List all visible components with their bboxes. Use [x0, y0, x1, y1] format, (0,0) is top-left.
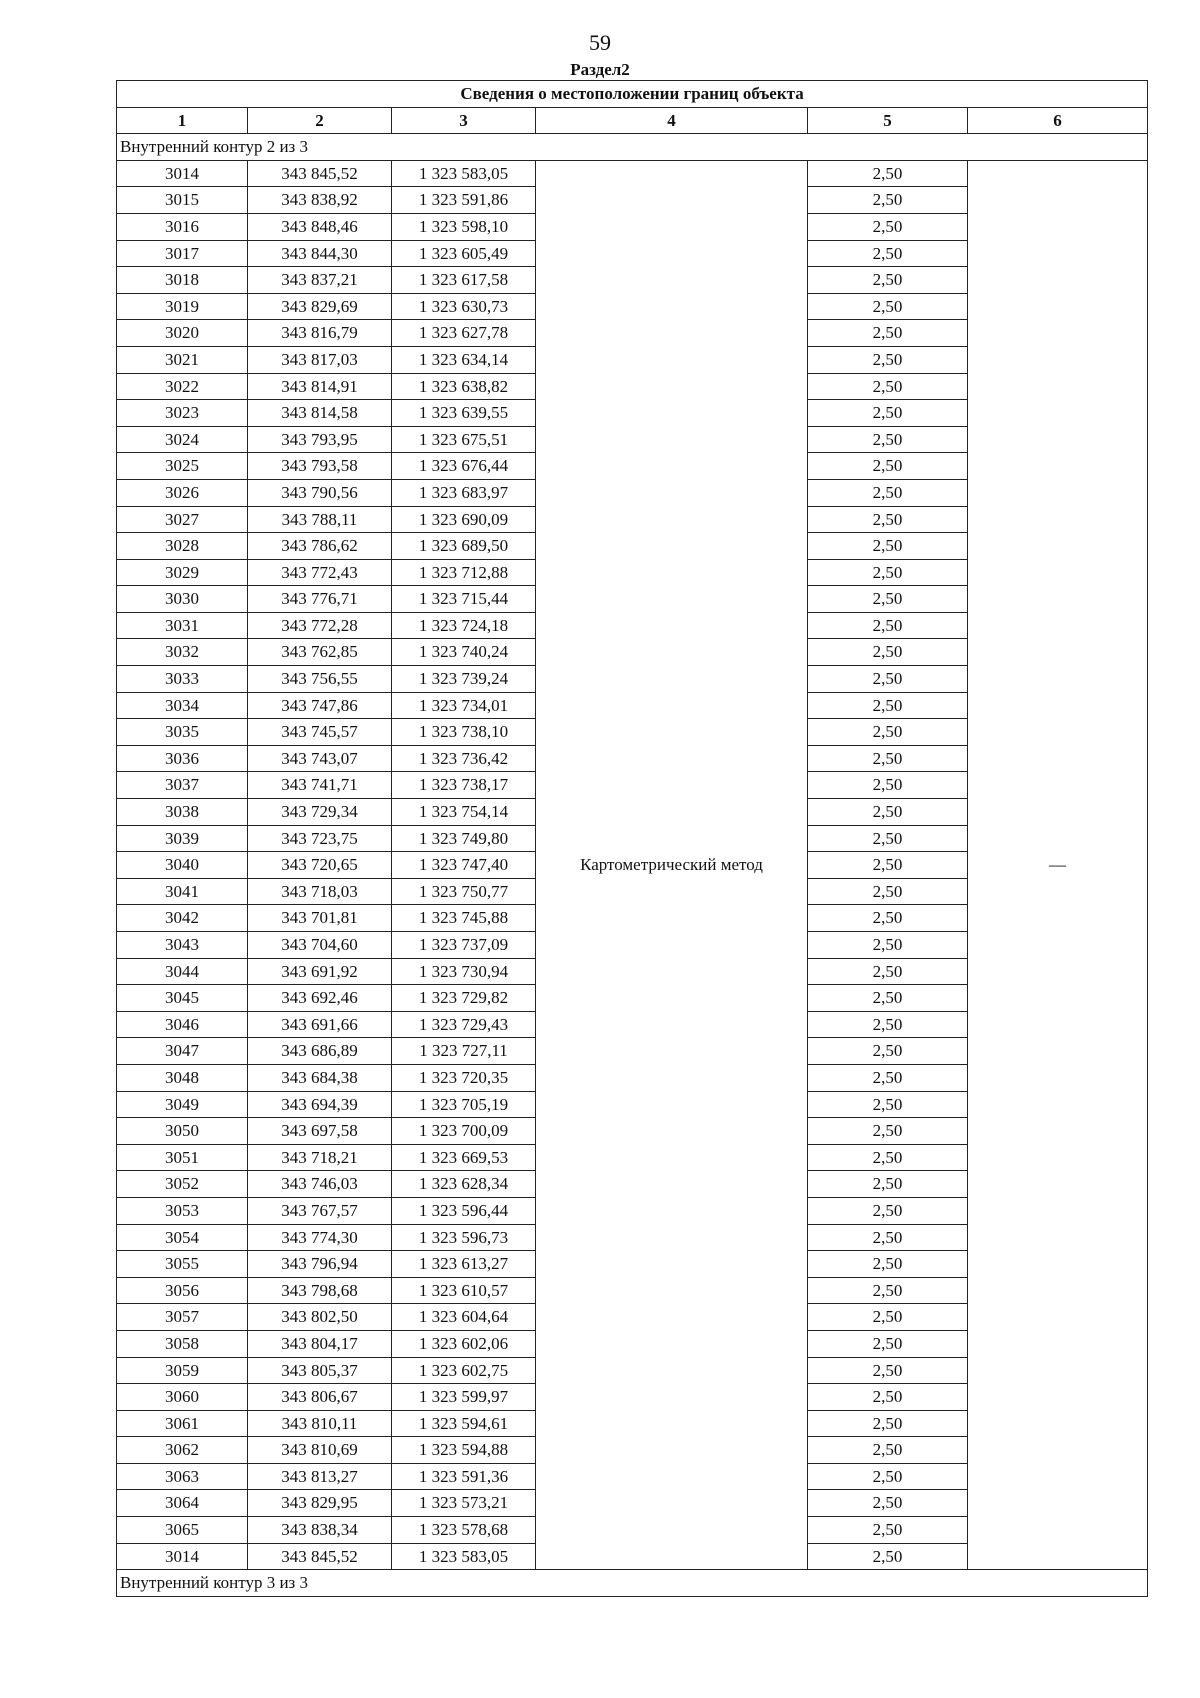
column-header: 3	[392, 107, 536, 134]
point-number-cell: 3046	[117, 1011, 248, 1038]
y-coordinate-cell: 1 323 591,36	[392, 1463, 536, 1490]
y-coordinate-cell: 1 323 602,75	[392, 1357, 536, 1384]
x-coordinate-cell: 343 805,37	[248, 1357, 392, 1384]
x-coordinate-cell: 343 718,03	[248, 878, 392, 905]
y-coordinate-cell: 1 323 578,68	[392, 1517, 536, 1544]
x-coordinate-cell: 343 793,95	[248, 426, 392, 453]
y-coordinate-cell: 1 323 740,24	[392, 639, 536, 666]
column-header: 1	[117, 107, 248, 134]
y-coordinate-cell: 1 323 724,18	[392, 612, 536, 639]
y-coordinate-cell: 1 323 750,77	[392, 878, 536, 905]
point-number-cell: 3045	[117, 985, 248, 1012]
x-coordinate-cell: 343 729,34	[248, 799, 392, 826]
y-coordinate-cell: 1 323 730,94	[392, 958, 536, 985]
x-coordinate-cell: 343 743,07	[248, 745, 392, 772]
x-coordinate-cell: 343 844,30	[248, 240, 392, 267]
point-number-cell: 3058	[117, 1330, 248, 1357]
accuracy-cell: 2,50	[808, 1197, 968, 1224]
accuracy-cell: 2,50	[808, 506, 968, 533]
point-number-cell: 3042	[117, 905, 248, 932]
point-number-cell: 3050	[117, 1118, 248, 1145]
x-coordinate-cell: 343 691,66	[248, 1011, 392, 1038]
y-coordinate-cell: 1 323 599,97	[392, 1384, 536, 1411]
point-number-cell: 3022	[117, 373, 248, 400]
x-coordinate-cell: 343 772,28	[248, 612, 392, 639]
x-coordinate-cell: 343 694,39	[248, 1091, 392, 1118]
y-coordinate-cell: 1 323 749,80	[392, 825, 536, 852]
x-coordinate-cell: 343 747,86	[248, 692, 392, 719]
y-coordinate-cell: 1 323 720,35	[392, 1064, 536, 1091]
x-coordinate-cell: 343 798,68	[248, 1277, 392, 1304]
x-coordinate-cell: 343 692,46	[248, 985, 392, 1012]
y-coordinate-cell: 1 323 598,10	[392, 213, 536, 240]
x-coordinate-cell: 343 762,85	[248, 639, 392, 666]
x-coordinate-cell: 343 746,03	[248, 1171, 392, 1198]
x-coordinate-cell: 343 691,92	[248, 958, 392, 985]
point-number-cell: 3017	[117, 240, 248, 267]
x-coordinate-cell: 343 704,60	[248, 932, 392, 959]
note-cell: —	[968, 160, 1148, 1569]
accuracy-cell: 2,50	[808, 1251, 968, 1278]
point-number-cell: 3014	[117, 160, 248, 187]
accuracy-cell: 2,50	[808, 932, 968, 959]
point-number-cell: 3059	[117, 1357, 248, 1384]
y-coordinate-cell: 1 323 729,43	[392, 1011, 536, 1038]
accuracy-cell: 2,50	[808, 666, 968, 693]
point-number-cell: 3023	[117, 400, 248, 427]
y-coordinate-cell: 1 323 605,49	[392, 240, 536, 267]
accuracy-cell: 2,50	[808, 1011, 968, 1038]
x-coordinate-cell: 343 829,95	[248, 1490, 392, 1517]
table-caption-row	[117, 81, 1148, 108]
x-coordinate-cell: 343 814,91	[248, 373, 392, 400]
x-coordinate-cell: 343 817,03	[248, 346, 392, 373]
x-coordinate-cell: 343 767,57	[248, 1197, 392, 1224]
accuracy-cell: 2,50	[808, 692, 968, 719]
y-coordinate-cell: 1 323 675,51	[392, 426, 536, 453]
accuracy-cell: 2,50	[808, 1038, 968, 1065]
point-number-cell: 3020	[117, 320, 248, 347]
y-coordinate-cell: 1 323 634,14	[392, 346, 536, 373]
x-coordinate-cell: 343 813,27	[248, 1463, 392, 1490]
point-number-cell: 3049	[117, 1091, 248, 1118]
point-number-cell: 3040	[117, 852, 248, 879]
x-coordinate-cell: 343 793,58	[248, 453, 392, 480]
x-coordinate-cell: 343 741,71	[248, 772, 392, 799]
y-coordinate-cell: 1 323 602,06	[392, 1330, 536, 1357]
accuracy-cell: 2,50	[808, 320, 968, 347]
y-coordinate-cell: 1 323 689,50	[392, 533, 536, 560]
y-coordinate-cell: 1 323 738,10	[392, 719, 536, 746]
x-coordinate-cell: 343 776,71	[248, 586, 392, 613]
accuracy-cell: 2,50	[808, 293, 968, 320]
point-number-cell: 3029	[117, 559, 248, 586]
accuracy-cell: 2,50	[808, 400, 968, 427]
next-contour-label: Внутренний контур 3 из 3	[117, 1570, 1148, 1597]
y-coordinate-cell: 1 323 715,44	[392, 586, 536, 613]
column-header: 5	[808, 107, 968, 134]
y-coordinate-cell: 1 323 712,88	[392, 559, 536, 586]
accuracy-cell: 2,50	[808, 1064, 968, 1091]
accuracy-cell: 2,50	[808, 612, 968, 639]
accuracy-cell: 2,50	[808, 1118, 968, 1145]
y-coordinate-cell: 1 323 737,09	[392, 932, 536, 959]
y-coordinate-cell: 1 323 705,19	[392, 1091, 536, 1118]
point-number-cell: 3032	[117, 639, 248, 666]
accuracy-cell: 2,50	[808, 1171, 968, 1198]
x-coordinate-cell: 343 838,92	[248, 187, 392, 214]
y-coordinate-cell: 1 323 738,17	[392, 772, 536, 799]
point-number-cell: 3034	[117, 692, 248, 719]
x-coordinate-cell: 343 845,52	[248, 160, 392, 187]
point-number-cell: 3065	[117, 1517, 248, 1544]
y-coordinate-cell: 1 323 604,64	[392, 1304, 536, 1331]
point-number-cell: 3031	[117, 612, 248, 639]
accuracy-cell: 2,50	[808, 1144, 968, 1171]
y-coordinate-cell: 1 323 617,58	[392, 267, 536, 294]
point-number-cell: 3048	[117, 1064, 248, 1091]
accuracy-cell: 2,50	[808, 1304, 968, 1331]
y-coordinate-cell: 1 323 610,57	[392, 1277, 536, 1304]
y-coordinate-cell: 1 323 747,40	[392, 852, 536, 879]
column-header: 6	[968, 107, 1148, 134]
point-number-cell: 3060	[117, 1384, 248, 1411]
accuracy-cell: 2,50	[808, 1437, 968, 1464]
point-number-cell: 3047	[117, 1038, 248, 1065]
point-number-cell: 3039	[117, 825, 248, 852]
point-number-cell: 3061	[117, 1410, 248, 1437]
point-number-cell: 3021	[117, 346, 248, 373]
accuracy-cell: 2,50	[808, 1463, 968, 1490]
accuracy-cell: 2,50	[808, 373, 968, 400]
y-coordinate-cell: 1 323 596,73	[392, 1224, 536, 1251]
accuracy-cell: 2,50	[808, 586, 968, 613]
point-number-cell: 3041	[117, 878, 248, 905]
accuracy-cell: 2,50	[808, 799, 968, 826]
x-coordinate-cell: 343 684,38	[248, 1064, 392, 1091]
accuracy-cell: 2,50	[808, 1517, 968, 1544]
y-coordinate-cell: 1 323 639,55	[392, 400, 536, 427]
y-coordinate-cell: 1 323 594,61	[392, 1410, 536, 1437]
point-number-cell: 3025	[117, 453, 248, 480]
point-number-cell: 3057	[117, 1304, 248, 1331]
y-coordinate-cell: 1 323 583,05	[392, 160, 536, 187]
page-number: 59	[589, 30, 611, 55]
y-coordinate-cell: 1 323 739,24	[392, 666, 536, 693]
x-coordinate-cell: 343 686,89	[248, 1038, 392, 1065]
y-coordinate-cell: 1 323 676,44	[392, 453, 536, 480]
table-body	[117, 134, 1148, 1597]
x-coordinate-cell: 343 774,30	[248, 1224, 392, 1251]
table-row	[117, 160, 1148, 187]
accuracy-cell: 2,50	[808, 958, 968, 985]
point-number-cell: 3056	[117, 1277, 248, 1304]
contour-label: Внутренний контур 2 из 3	[117, 134, 1148, 161]
point-number-cell: 3027	[117, 506, 248, 533]
x-coordinate-cell: 343 802,50	[248, 1304, 392, 1331]
x-coordinate-cell: 343 790,56	[248, 479, 392, 506]
accuracy-cell: 2,50	[808, 1224, 968, 1251]
x-coordinate-cell: 343 845,52	[248, 1543, 392, 1570]
point-number-cell: 3055	[117, 1251, 248, 1278]
x-coordinate-cell: 343 806,67	[248, 1384, 392, 1411]
x-coordinate-cell: 343 838,34	[248, 1517, 392, 1544]
accuracy-cell: 2,50	[808, 346, 968, 373]
y-coordinate-cell: 1 323 700,09	[392, 1118, 536, 1145]
accuracy-cell: 2,50	[808, 426, 968, 453]
x-coordinate-cell: 343 814,58	[248, 400, 392, 427]
point-number-cell: 3019	[117, 293, 248, 320]
point-number-cell: 3044	[117, 958, 248, 985]
y-coordinate-cell: 1 323 736,42	[392, 745, 536, 772]
accuracy-cell: 2,50	[808, 1410, 968, 1437]
y-coordinate-cell: 1 323 630,73	[392, 293, 536, 320]
x-coordinate-cell: 343 848,46	[248, 213, 392, 240]
accuracy-cell: 2,50	[808, 745, 968, 772]
column-header: 4	[536, 107, 808, 134]
y-coordinate-cell: 1 323 754,14	[392, 799, 536, 826]
accuracy-cell: 2,50	[808, 267, 968, 294]
y-coordinate-cell: 1 323 596,44	[392, 1197, 536, 1224]
point-number-cell: 3064	[117, 1490, 248, 1517]
y-coordinate-cell: 1 323 683,97	[392, 479, 536, 506]
point-number-cell: 3024	[117, 426, 248, 453]
point-number-cell: 3033	[117, 666, 248, 693]
point-number-cell: 3037	[117, 772, 248, 799]
accuracy-cell: 2,50	[808, 479, 968, 506]
accuracy-cell: 2,50	[808, 985, 968, 1012]
accuracy-cell: 2,50	[808, 533, 968, 560]
x-coordinate-cell: 343 796,94	[248, 1251, 392, 1278]
accuracy-cell: 2,50	[808, 905, 968, 932]
accuracy-cell: 2,50	[808, 559, 968, 586]
accuracy-cell: 2,50	[808, 772, 968, 799]
point-number-cell: 3015	[117, 187, 248, 214]
contour-row	[117, 134, 1148, 161]
accuracy-cell: 2,50	[808, 213, 968, 240]
accuracy-cell: 2,50	[808, 1277, 968, 1304]
accuracy-cell: 2,50	[808, 1490, 968, 1517]
accuracy-cell: 2,50	[808, 160, 968, 187]
x-coordinate-cell: 343 697,58	[248, 1118, 392, 1145]
accuracy-cell: 2,50	[808, 1543, 968, 1570]
accuracy-cell: 2,50	[808, 453, 968, 480]
y-coordinate-cell: 1 323 594,88	[392, 1437, 536, 1464]
y-coordinate-cell: 1 323 628,34	[392, 1171, 536, 1198]
x-coordinate-cell: 343 837,21	[248, 267, 392, 294]
x-coordinate-cell: 343 829,69	[248, 293, 392, 320]
point-number-cell: 3054	[117, 1224, 248, 1251]
x-coordinate-cell: 343 788,11	[248, 506, 392, 533]
point-number-cell: 3063	[117, 1463, 248, 1490]
point-number-cell: 3018	[117, 267, 248, 294]
y-coordinate-cell: 1 323 573,21	[392, 1490, 536, 1517]
point-number-cell: 3014	[117, 1543, 248, 1570]
x-coordinate-cell: 343 720,65	[248, 852, 392, 879]
x-coordinate-cell: 343 810,69	[248, 1437, 392, 1464]
accuracy-cell: 2,50	[808, 719, 968, 746]
method-cell: Картометрический метод	[536, 160, 808, 1569]
column-header-row	[117, 107, 1148, 134]
x-coordinate-cell: 343 810,11	[248, 1410, 392, 1437]
x-coordinate-cell: 343 718,21	[248, 1144, 392, 1171]
x-coordinate-cell: 343 745,57	[248, 719, 392, 746]
y-coordinate-cell: 1 323 745,88	[392, 905, 536, 932]
point-number-cell: 3043	[117, 932, 248, 959]
table-caption: Сведения о местоположении границ объекта	[117, 81, 1148, 108]
accuracy-cell: 2,50	[808, 825, 968, 852]
contour-row	[117, 1570, 1148, 1597]
y-coordinate-cell: 1 323 591,86	[392, 187, 536, 214]
y-coordinate-cell: 1 323 729,82	[392, 985, 536, 1012]
section-title: Раздел2	[570, 60, 630, 79]
x-coordinate-cell: 343 804,17	[248, 1330, 392, 1357]
accuracy-cell: 2,50	[808, 852, 968, 879]
accuracy-cell: 2,50	[808, 878, 968, 905]
point-number-cell: 3036	[117, 745, 248, 772]
accuracy-cell: 2,50	[808, 1091, 968, 1118]
point-number-cell: 3053	[117, 1197, 248, 1224]
accuracy-cell: 2,50	[808, 1357, 968, 1384]
accuracy-cell: 2,50	[808, 639, 968, 666]
accuracy-cell: 2,50	[808, 1384, 968, 1411]
x-coordinate-cell: 343 756,55	[248, 666, 392, 693]
accuracy-cell: 2,50	[808, 187, 968, 214]
point-number-cell: 3035	[117, 719, 248, 746]
boundary-coordinates-table	[116, 80, 1148, 1597]
point-number-cell: 3062	[117, 1437, 248, 1464]
point-number-cell: 3038	[117, 799, 248, 826]
column-header: 2	[248, 107, 392, 134]
y-coordinate-cell: 1 323 583,05	[392, 1543, 536, 1570]
y-coordinate-cell: 1 323 669,53	[392, 1144, 536, 1171]
y-coordinate-cell: 1 323 727,11	[392, 1038, 536, 1065]
y-coordinate-cell: 1 323 627,78	[392, 320, 536, 347]
y-coordinate-cell: 1 323 638,82	[392, 373, 536, 400]
point-number-cell: 3026	[117, 479, 248, 506]
point-number-cell: 3016	[117, 213, 248, 240]
x-coordinate-cell: 343 701,81	[248, 905, 392, 932]
x-coordinate-cell: 343 816,79	[248, 320, 392, 347]
point-number-cell: 3028	[117, 533, 248, 560]
y-coordinate-cell: 1 323 734,01	[392, 692, 536, 719]
y-coordinate-cell: 1 323 613,27	[392, 1251, 536, 1278]
y-coordinate-cell: 1 323 690,09	[392, 506, 536, 533]
x-coordinate-cell: 343 786,62	[248, 533, 392, 560]
point-number-cell: 3051	[117, 1144, 248, 1171]
accuracy-cell: 2,50	[808, 240, 968, 267]
point-number-cell: 3030	[117, 586, 248, 613]
point-number-cell: 3052	[117, 1171, 248, 1198]
x-coordinate-cell: 343 723,75	[248, 825, 392, 852]
x-coordinate-cell: 343 772,43	[248, 559, 392, 586]
accuracy-cell: 2,50	[808, 1330, 968, 1357]
